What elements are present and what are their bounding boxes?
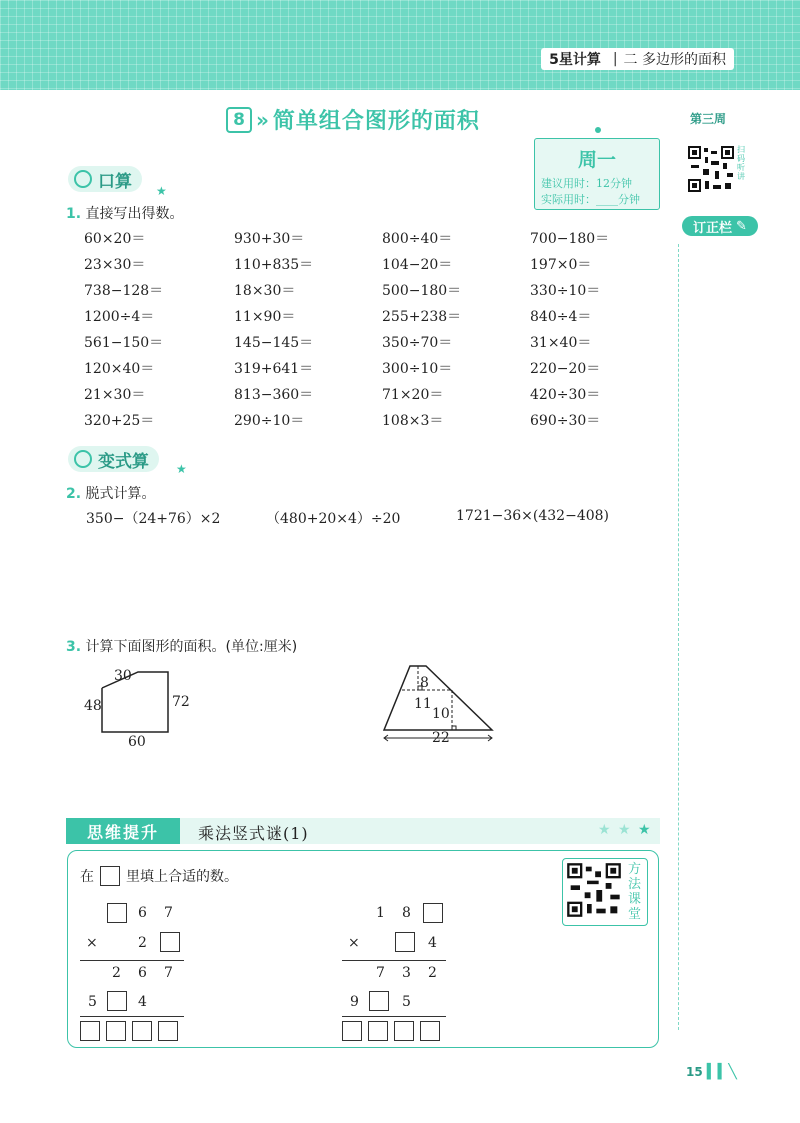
blank-box[interactable]	[160, 932, 180, 952]
blank-box[interactable]	[369, 991, 389, 1011]
fig1-top-label: 30	[114, 668, 132, 684]
calc-item: 800÷40＝	[382, 231, 453, 247]
calc-item: 319+641＝	[234, 361, 314, 377]
chapter-label: 二 多边形的面积	[623, 52, 726, 68]
page-number	[686, 1064, 737, 1080]
puzzle-digit: 2	[112, 965, 121, 981]
fig2-height-label: 8	[420, 675, 429, 691]
expression-1: 350−（24+76）×2	[86, 511, 221, 527]
instruction-pre: 在	[80, 869, 94, 885]
section-label: 口算	[98, 171, 132, 192]
blank-box[interactable]	[80, 1021, 100, 1041]
calc-item: 738−128＝	[84, 283, 164, 299]
correction-label: 订正栏	[693, 220, 733, 236]
calc-item: 104−20＝	[382, 257, 453, 273]
question-text: 直接写出得数。	[85, 206, 184, 222]
thinking-title: 乘法竖式谜(1)	[198, 824, 309, 843]
calc-item: 60×20＝	[84, 231, 146, 247]
question-number: 1.	[66, 206, 82, 222]
lesson-title: 简单组合图形的面积	[272, 109, 480, 134]
calc-item: 11×90＝	[234, 309, 296, 325]
qr-label: 扫码听讲	[737, 145, 745, 181]
blank-box[interactable]	[423, 903, 443, 923]
puzzle-digit: 5	[88, 994, 97, 1010]
question-1	[66, 203, 184, 223]
qr-code-icon[interactable]	[687, 145, 735, 193]
expression-2: （480+20×4）÷20	[266, 511, 401, 527]
page-number-text: 15	[686, 1065, 703, 1079]
puzzle-digit: 6	[138, 905, 147, 921]
calc-item: 18×30＝	[234, 283, 296, 299]
actual-time: 实际用时：____分钟	[541, 193, 640, 206]
lesson-number: 8	[226, 107, 252, 133]
calc-item: 350÷70＝	[382, 335, 453, 351]
calc-item: 110+835＝	[234, 257, 314, 273]
calc-item: 220−20＝	[530, 361, 601, 377]
fig1-left-label: 48	[84, 698, 102, 714]
rule-line	[80, 1016, 184, 1017]
section-variant-calc	[68, 446, 159, 472]
blank-box[interactable]	[107, 991, 127, 1011]
week-label: 第三周	[690, 112, 727, 126]
puzzle-digit: 8	[402, 905, 411, 921]
fig2-base-label: 22	[432, 730, 450, 746]
day-title: 周一	[577, 149, 616, 171]
blank-box[interactable]	[395, 932, 415, 952]
pencil-icon: ✎	[736, 218, 747, 234]
fig1-right-label: 72	[172, 694, 190, 710]
puzzle-digit: 2	[138, 935, 147, 951]
divider: |	[612, 51, 618, 67]
blank-box[interactable]	[132, 1021, 152, 1041]
page-title	[226, 104, 480, 135]
calc-item: 197×0＝	[530, 257, 592, 273]
calc-item: 320+25＝	[84, 413, 155, 429]
calc-item: 690÷30＝	[530, 413, 601, 429]
puzzle-digit: 4	[428, 935, 437, 951]
calc-item: 290÷10＝	[234, 413, 305, 429]
puzzle-digit: 7	[164, 905, 173, 921]
calc-item: 23×30＝	[84, 257, 146, 273]
rule-line	[342, 1016, 446, 1017]
puzzle-digit: 7	[376, 965, 385, 981]
fig2-mid-label: 11	[414, 696, 432, 712]
question-number: 2.	[66, 486, 82, 502]
calc-item: 71×20＝	[382, 387, 444, 403]
puzzle-digit: 6	[138, 965, 147, 981]
qr-code-icon[interactable]	[566, 862, 622, 918]
puzzle-digit: 3	[402, 965, 411, 981]
calc-item: 813−360＝	[234, 387, 314, 403]
star-icon: ★	[618, 822, 631, 838]
breadcrumb	[541, 48, 734, 70]
star-icon: ★	[176, 462, 187, 476]
puzzle-digit: 2	[428, 965, 437, 981]
calc-item: 300÷10＝	[382, 361, 453, 377]
question-text: 计算下面图形的面积。(单位:厘米)	[85, 639, 298, 655]
blank-box[interactable]	[342, 1021, 362, 1041]
star-icon: ★	[156, 184, 167, 198]
star-label: 5星计算	[549, 52, 601, 68]
thinking-tag: 思维提升	[66, 818, 180, 844]
calc-item: 21×30＝	[84, 387, 146, 403]
blank-box[interactable]	[368, 1021, 388, 1041]
section-oral-calc	[68, 166, 142, 192]
qr-label: 方法课堂	[628, 862, 642, 922]
blank-box[interactable]	[420, 1021, 440, 1041]
blank-box[interactable]	[106, 1021, 126, 1041]
rule-line	[342, 960, 446, 961]
puzzle-digit: 9	[350, 994, 359, 1010]
books-icon: ▍▍╲	[706, 1064, 737, 1080]
calc-item: 420÷30＝	[530, 387, 601, 403]
calc-item: 108×3＝	[382, 413, 444, 429]
calc-item: 120×40＝	[84, 361, 155, 377]
fig1-bottom-label: 60	[128, 734, 146, 750]
star-icon: ★	[598, 822, 611, 838]
header-band	[0, 0, 800, 90]
chevron-right-icon: »	[256, 107, 269, 132]
star-icon: ★	[638, 822, 651, 838]
calc-item: 840÷4＝	[530, 309, 592, 325]
blank-box	[100, 866, 120, 886]
calc-item: 1200÷4＝	[84, 309, 155, 325]
hanger-dot	[595, 127, 601, 133]
calc-item: 930+30＝	[234, 231, 305, 247]
calc-item: 561−150＝	[84, 335, 164, 351]
expression-3: 1721−36×(432−408)	[456, 508, 610, 524]
margin-divider	[678, 244, 679, 1030]
clock-icon	[74, 170, 92, 188]
puzzle-digit: 1	[376, 905, 385, 921]
question-3	[66, 636, 297, 656]
question-number: 3.	[66, 639, 82, 655]
question-text: 脱式计算。	[85, 486, 156, 502]
rule-line	[80, 960, 184, 961]
suggested-time: 建议用时：12分钟	[541, 177, 632, 190]
section-label: 变式算	[98, 451, 149, 472]
calc-item: 31×40＝	[530, 335, 592, 351]
calc-item: 700−180＝	[530, 231, 610, 247]
blank-box[interactable]	[394, 1021, 414, 1041]
puzzle-instruction	[80, 866, 238, 886]
calc-item: 255+238＝	[382, 309, 462, 325]
puzzle-digit: 5	[402, 994, 411, 1010]
question-2	[66, 483, 156, 503]
correction-tag	[682, 216, 758, 236]
calc-item: 145−145＝	[234, 335, 314, 351]
puzzle-digit: 7	[164, 965, 173, 981]
target-icon	[74, 450, 92, 468]
calc-item: 330÷10＝	[530, 283, 601, 299]
times-operator: ×	[348, 935, 360, 951]
puzzle-digit: 4	[138, 994, 147, 1010]
day-box	[534, 138, 660, 210]
calc-item: 500−180＝	[382, 283, 462, 299]
blank-box[interactable]	[158, 1021, 178, 1041]
instruction-post: 里填上合适的数。	[126, 869, 238, 885]
fig2-height2-label: 10	[432, 706, 450, 722]
times-operator: ×	[86, 935, 98, 951]
blank-box[interactable]	[107, 903, 127, 923]
